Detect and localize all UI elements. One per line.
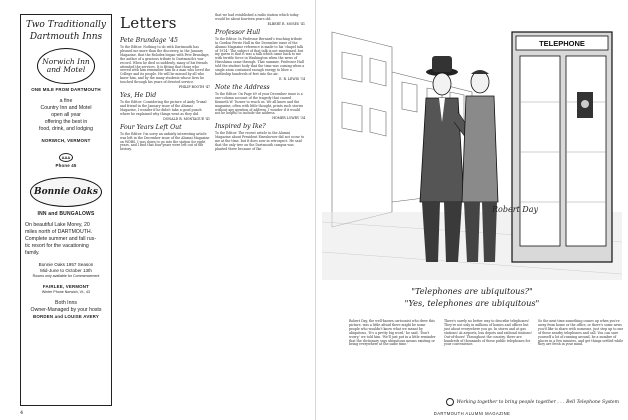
inn2-line-4: family.: [25, 250, 40, 256]
letter-heading: Yes, He Did: [120, 92, 157, 100]
letter-signature: E. R. LEWIS '14: [279, 76, 305, 81]
inn1-location: NORWICH, VERMONT: [41, 138, 91, 143]
bell-logo-icon: [446, 398, 454, 406]
inn1-line-0: a fine: [59, 98, 73, 104]
inn2-sub: INN and BUNGALOWS: [37, 211, 95, 217]
inn1-phone: Phone 45: [55, 163, 77, 168]
letter-body: To the Editor: On Page 69 of your December issue is a one-column account of the tragedy that caused Kenneth W. Turner to reach us. We all know and the magazine, often with little thought, prints such stories without any mention of address. I wonder if it would not be helpful to include the address.: [215, 91, 304, 116]
right-page: [316, 0, 628, 420]
letter-signature: DONALD B. MONTAGUE '41: [163, 116, 210, 121]
letter-body: To the Editor: Nothing to do with Dartmouth has pleased me more than the discovery, in the January Magazine, that the Rolodex began with Pete Brundage, the author of a gracious tribute to Dartmouth's war record. When he died so suddenly, many of his friends attended the services. It is fitting that those who served with him remember him as a man who loved the College and its people. He will be missed by all who knew him, and by the many students whose lives he touched through his years of devoted service.: [120, 45, 210, 85]
letter-signature: ELBERT R. MOSES '41: [267, 21, 305, 26]
letter-heading: Inspired by Ike?: [215, 123, 266, 131]
norwich-inn-logo: [37, 48, 95, 84]
inn2-rooms: Rooms only available for Commencement: [32, 274, 100, 278]
inn2-owner: Owner-Managed by your hosts: [30, 307, 102, 313]
letters-column-2: [215, 14, 305, 152]
ad-body-column-2: There's surely no better way to describe telephones! They're not only in millions of homes and offices but just about everywhere you go. In stores and at gas stations! At airports, bus depots and railroad stations! Out-of-doors! Throughout the country, there are hundreds of thousands of these public telephones for your convenience.: [444, 319, 532, 347]
letter-signature: PHILIP BOOTH '47: [178, 85, 210, 90]
booth-sign-text: TELEPHONE: [539, 39, 585, 48]
inn1-line-3: offering the best in: [44, 119, 88, 125]
letter-body: To the Editor: The recent article in the Alumni Magazine about President Eisenhower did not occur to me at the time, but it does now in retrospect. He said that the only tree on the Dartmouth campus was planted there because of Ike.: [215, 131, 305, 151]
letter-heading: Professor Hull: [215, 28, 261, 36]
letters-column-1: [120, 34, 210, 152]
inn2-line-0: On beautiful Lake Morey, 20: [25, 222, 90, 228]
ad-body-column-1: Robert Day, the well-known cartoonist who drew this picture, was a little afraid there might be some people who wouldn't know what we meant by ubiquitous. 'It's a pretty big word,' he said. 'Don't worry,' we told him. 'We'll just put in a little reminder that the dictionary says ubiquitous means existing or being everywhere at the same time.': [349, 319, 436, 347]
ad-title-line1: Two Traditionally: [26, 20, 106, 30]
inn2-location: FAIRLEE, VERMONT: [42, 284, 90, 289]
letter-body: To the Editor: Considering the picture of Andy Truxal and friend in the January issue of the Alumni Magazine, I wonder if he didn't take a good punch where he explained why things went as they did.: [120, 100, 207, 116]
inn2-dates: Mid-June to October 13th: [40, 268, 92, 273]
inn1-line-2: open all year: [51, 112, 81, 118]
inn2-phone: Winter Phone Norwich, Vt., 43: [41, 290, 91, 294]
letter-body: To the Editor: In Professor Bernard's teaching tribute to Gordon Ferrie Hull in the December issue of the Alumni Magazine reference is made to his 'chapel talk of 1914.' The subject of that talk is not mentioned, but my guess is that it was a talk which came back to me with terrific force in Washington when the news of Hiroshima came through. That summer, Professor Hull told the student body that the time was coming when a single atom contained enough energy to blow a battleship hundreds of feet into the air.: [215, 36, 305, 76]
telephone-booth: [512, 32, 612, 262]
cartoon-caption-1: "Telephones are ubiquitous?": [411, 286, 533, 296]
ad-title-line2: Dartmouth Inns: [29, 32, 103, 42]
page-number: 4: [20, 410, 24, 416]
inn2-line-2: Complete summer and fall rus-: [25, 236, 96, 242]
letter-body: that we had established a radio station which today would be about fourteen years old.: [215, 13, 299, 21]
inn1-distance: ONE MILE FROM DARTMOUTH: [31, 87, 101, 92]
bonnie-oaks-logo: Bonnie Oaks: [30, 177, 102, 207]
letters-heading: Letters: [120, 14, 177, 32]
letter-heading: Note the Address: [215, 83, 270, 91]
ad-body-column-3: So the next time something comes up when you're away from home or the office, or there's some news you'd like to share with someone, just step up to one of these nearby telephones and call. You can save yourself a lot of running around, be a number of places in a few minutes, and get things settled while they are fresh in your mind.: [538, 319, 624, 347]
inn2-both: Both Inns: [55, 300, 77, 306]
cartoon-caption-2: "Yes, telephones are ubiquitous": [404, 298, 540, 308]
letter-heading: Four Years Left Out: [120, 123, 182, 131]
telephone-cartoon-illustration: [322, 12, 622, 280]
inn1-line-1: Country Inn and Motel: [40, 105, 92, 111]
inns-advertisement: [20, 14, 112, 406]
inn2-season: Bonnie Oaks 1957 Season: [38, 262, 94, 267]
norwich-inn-logo-line1: Norwich Inn: [42, 57, 90, 66]
bell-system-footer: [349, 398, 619, 406]
inn2-hosts: BORDEN and LOUISE AVERY: [33, 314, 99, 319]
letter-body: To the Editor: I'm sorry an unfairly interesting article was left in the December issue of the Alumni Magazine on WDBS. I was down to go into the station for eight years, and I find that four years were left out of the history.: [120, 131, 210, 152]
letter-signature: HOMER LOWRY '34: [272, 116, 305, 121]
inn2-line-1: miles north of DARTMOUTH.: [25, 229, 93, 235]
letter-heading: Pete Brundage '45: [120, 37, 178, 44]
inn2-line-3: tic resort for the vacationing: [25, 243, 89, 249]
inn1-line-4: food, drink, and lodging: [39, 126, 93, 132]
magazine-footer: DARTMOUTH ALUMNI MAGAZINE: [433, 411, 511, 416]
artist-signature: Robert Day: [492, 205, 538, 214]
bell-tagline: Working together to bring people together . . . Bell Telephone System: [456, 400, 619, 406]
aaa-badge-icon: AAA: [59, 153, 73, 162]
norwich-inn-logo-line2: and Motel: [46, 65, 86, 74]
